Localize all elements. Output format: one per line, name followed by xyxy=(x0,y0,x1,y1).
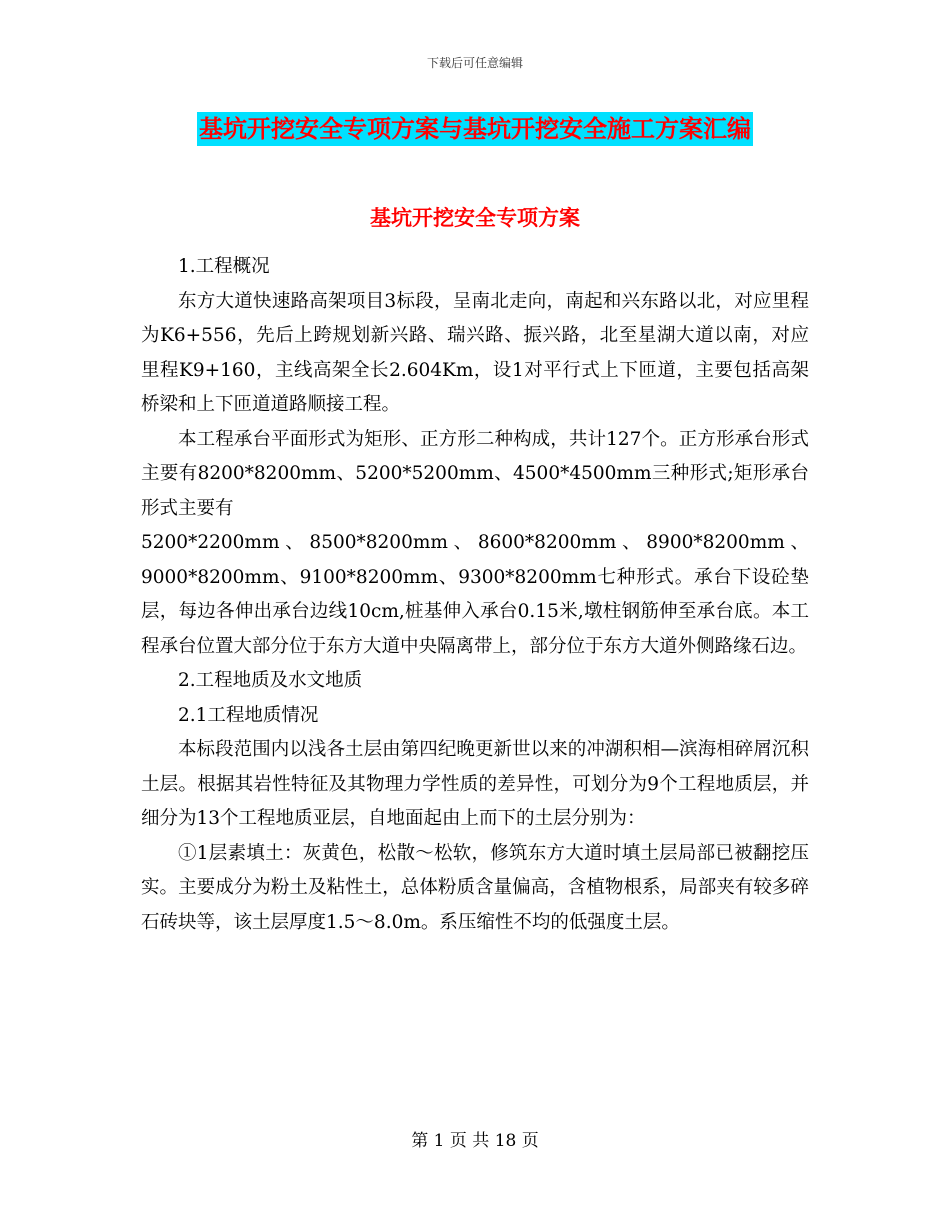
heading-geology: 2.工程地质及水文地质 xyxy=(178,670,363,691)
document-body xyxy=(141,250,809,940)
heading-geology-conditions: 2.1工程地质情况 xyxy=(178,704,319,726)
main-title-container xyxy=(0,112,950,146)
paragraph-project-description: 东方大道快速路高架项目3标段，呈南北走向，南起和兴东路以北，对应里程为K6+556，先后上跨规划新兴路、瑞兴路、振兴路，北至星湖大道以南，对应里程K9+160，主线高架全长2.604Km，设1对平行式上下匝道，主要包括高架桥梁和上下匝道道路顺接工程。 xyxy=(141,290,809,415)
paragraph-cap-dimensions: 5200*2200mm、8500*8200mm、8600*8200mm、8900*8200mm、9000*8200mm、9100*8200mm、9300*8200mm七种形式。承台下设砼垫层，每边各伸出承台边线10cm,桩基伸入承台0.15米,墩柱钢筋伸至承台底。本工程承台位置大部分位于东方大道中央隔离带上，部分位于东方大道外侧路缘石边。 xyxy=(141,532,809,657)
paragraph-fill-layer: ①1层素填土：灰黄色，松散～松软，修筑东方大道时填土层局部已被翻挖压实。主要成分为粉土及粘性土，总体粉质含量偏高，含植物根系，局部夹有较多碎石砖块等，该土层厚度1.5～8.0m。系压缩性不均的低强度土层。 xyxy=(141,842,809,933)
paragraph-cap-forms: 本工程承台平面形式为矩形、正方形二种构成，共计127个。正方形承台形式主要有8200*8200mm、5200*5200mm、4500*4500mm三种形式;矩形承台形式主要有 xyxy=(141,428,809,519)
section-title: 基坑开挖安全专项方案 xyxy=(370,206,580,230)
paragraph-soil-layers: 本标段范围内以浅各土层由第四纪晚更新世以来的冲湖积相—滨海相碎屑沉积土层。根据其岩性特征及其物理力学性质的差异性，可划分为9个工程地质层，并细分为13个工程地质亚层，自地面起由上而下的土层分别为： xyxy=(141,739,809,829)
heading-project-overview: 1.工程概况 xyxy=(178,256,270,277)
header-note: 下载后可任意编辑 xyxy=(426,56,523,70)
page-number: 第 1 页 共 18 页 xyxy=(411,1131,539,1151)
main-title: 基坑开挖安全专项方案与基坑开挖安全施工方案汇编 xyxy=(197,112,753,146)
